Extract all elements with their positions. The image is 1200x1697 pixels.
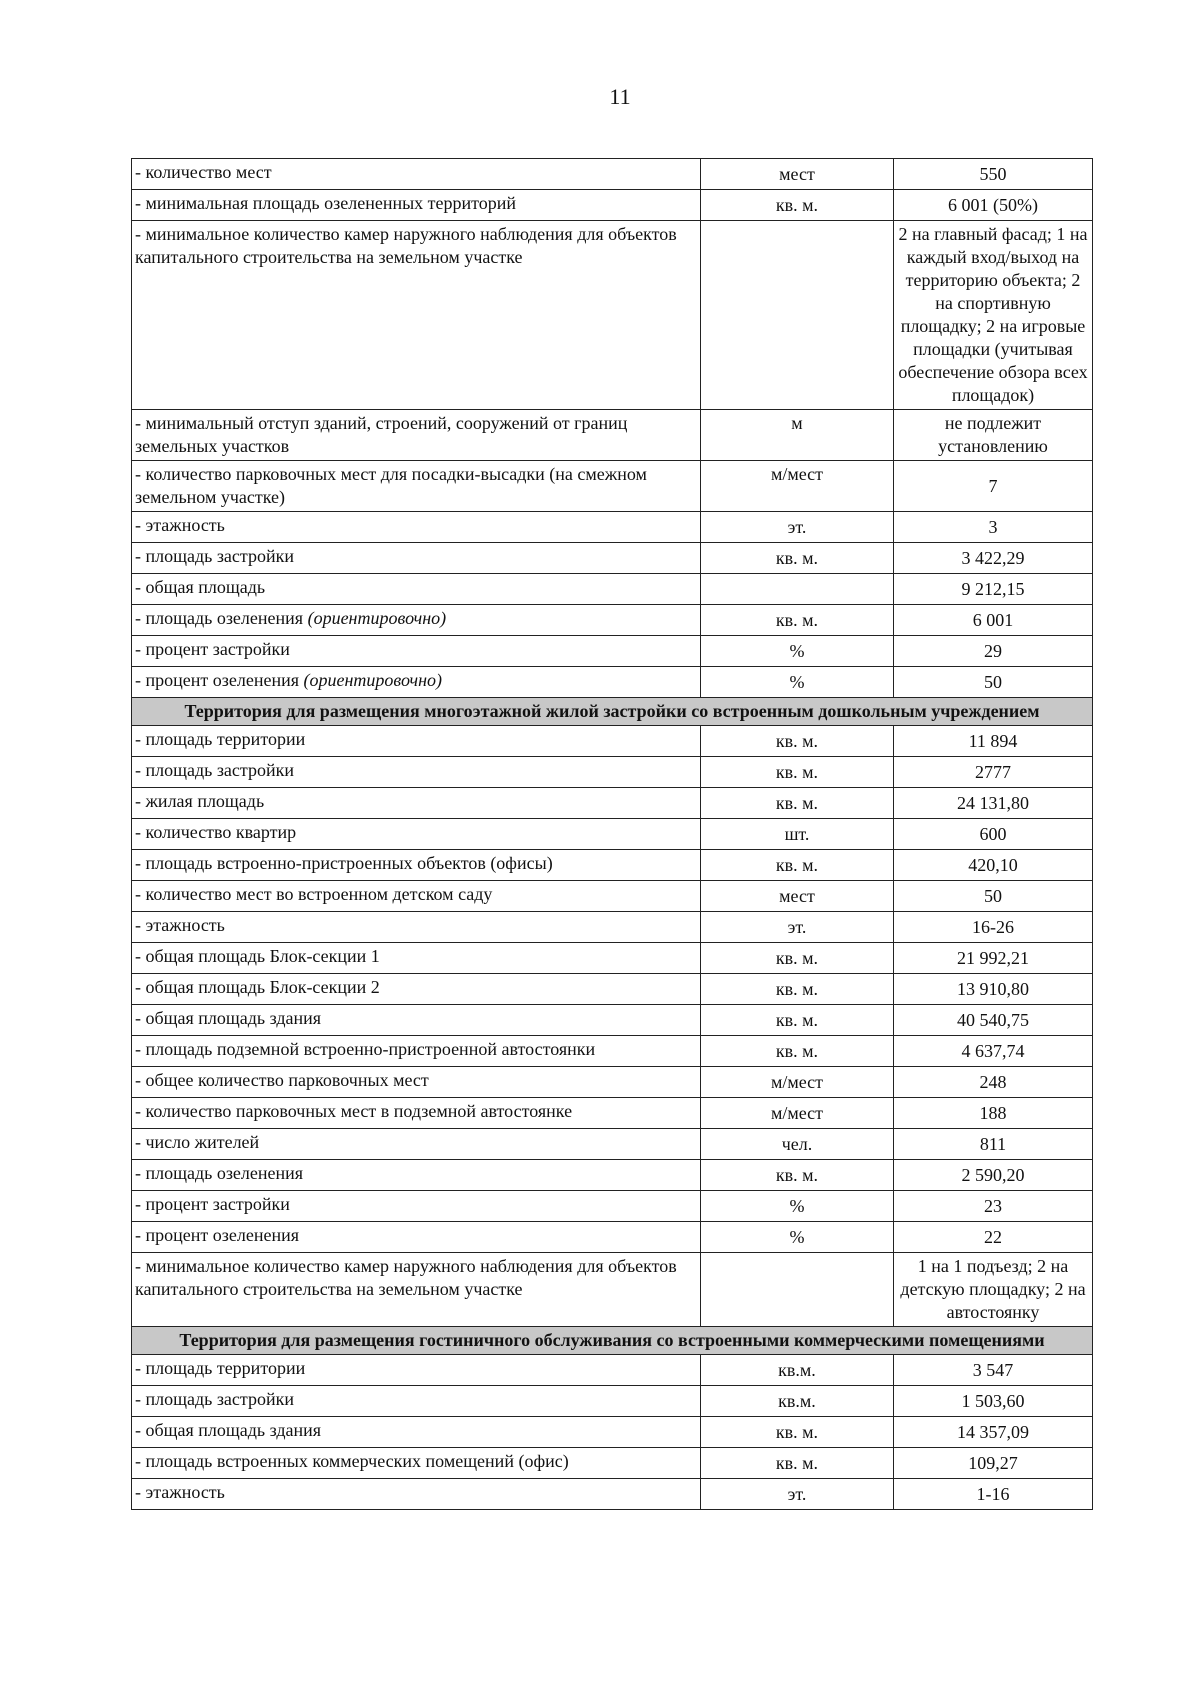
param-name: - минимальное количество камер наружного наблюдения для объектов капитального строительства на земельном участке	[132, 1253, 701, 1327]
param-name: - общая площадь здания	[132, 1417, 701, 1448]
param-value: 23	[894, 1191, 1093, 1222]
param-value: 3 422,29	[894, 543, 1093, 574]
table-row	[132, 1129, 1093, 1160]
param-name: - количество мест	[132, 159, 701, 190]
table-row	[132, 605, 1093, 636]
section-title: Территория для размещения гостиничного обслуживания со встроенными коммерческими помещениями	[132, 1327, 1093, 1355]
table-row	[132, 636, 1093, 667]
table-row	[132, 1067, 1093, 1098]
table-row	[132, 819, 1093, 850]
param-unit: %	[701, 1191, 894, 1222]
param-name-text: - процент озеленения	[135, 670, 304, 690]
table-row	[132, 461, 1093, 512]
param-value: 4 637,74	[894, 1036, 1093, 1067]
table-row	[132, 881, 1093, 912]
param-value: 1 на 1 подъезд; 2 на детскую площадку; 2 на автостоянку	[894, 1253, 1093, 1327]
param-unit: кв.м.	[701, 1355, 894, 1386]
section-header-row	[132, 1327, 1093, 1355]
table-row	[132, 1191, 1093, 1222]
param-unit: кв. м.	[701, 757, 894, 788]
param-name: - площадь подземной встроенно-пристроенной автостоянки	[132, 1036, 701, 1067]
param-unit: шт.	[701, 819, 894, 850]
param-name: - общая площадь	[132, 574, 701, 605]
param-unit: чел.	[701, 1129, 894, 1160]
param-unit: %	[701, 667, 894, 698]
param-name-text: - площадь озеленения	[135, 608, 308, 628]
param-name: - площадь застройки	[132, 543, 701, 574]
table-row	[132, 1036, 1093, 1067]
parameters-table	[131, 158, 1093, 1510]
table-row	[132, 757, 1093, 788]
page-number: 11	[609, 84, 631, 109]
table-row	[132, 1479, 1093, 1510]
table-row	[132, 850, 1093, 881]
param-unit: кв. м.	[701, 190, 894, 221]
param-name: - площадь территории	[132, 726, 701, 757]
param-unit: кв. м.	[701, 1160, 894, 1191]
param-unit: кв. м.	[701, 943, 894, 974]
param-unit: кв. м.	[701, 726, 894, 757]
param-unit	[701, 221, 894, 410]
param-name: - процент озеленения	[132, 1222, 701, 1253]
param-value: 29	[894, 636, 1093, 667]
table-row	[132, 788, 1093, 819]
section-header-row	[132, 698, 1093, 726]
param-unit: кв. м.	[701, 1005, 894, 1036]
param-value: 6 001	[894, 605, 1093, 636]
param-value: 40 540,75	[894, 1005, 1093, 1036]
param-value: 2777	[894, 757, 1093, 788]
param-name: - общая площадь Блок-секции 2	[132, 974, 701, 1005]
param-unit: кв. м.	[701, 1036, 894, 1067]
param-unit: эт.	[701, 1479, 894, 1510]
param-name: - минимальное количество камер наружного наблюдения для объектов капитального строительства на земельном участке	[132, 221, 701, 410]
param-value: 16-26	[894, 912, 1093, 943]
param-unit: эт.	[701, 912, 894, 943]
param-name	[132, 636, 701, 667]
param-value: 600	[894, 819, 1093, 850]
param-name: - общая площадь здания	[132, 1005, 701, 1036]
param-name: - этажность	[132, 512, 701, 543]
param-value: 22	[894, 1222, 1093, 1253]
table-row	[132, 1448, 1093, 1479]
section-title: Территория для размещения многоэтажной жилой застройки со встроенным дошкольным учреждением	[132, 698, 1093, 726]
param-unit: кв. м.	[701, 788, 894, 819]
table-row	[132, 1160, 1093, 1191]
param-value: 6 001 (50%)	[894, 190, 1093, 221]
param-name: - количество квартир	[132, 819, 701, 850]
param-name: - этажность	[132, 912, 701, 943]
table-row	[132, 574, 1093, 605]
param-value: 9 212,15	[894, 574, 1093, 605]
param-value: 11 894	[894, 726, 1093, 757]
param-unit: кв. м.	[701, 1417, 894, 1448]
param-unit: эт.	[701, 512, 894, 543]
table-row	[132, 943, 1093, 974]
param-name: - количество мест во встроенном детском саду	[132, 881, 701, 912]
param-unit: мест	[701, 881, 894, 912]
param-name: - площадь встроенно-пристроенных объектов (офисы)	[132, 850, 701, 881]
param-name-note: (ориентировочно)	[307, 608, 447, 628]
param-unit: кв. м.	[701, 850, 894, 881]
param-unit: м/мест	[701, 1067, 894, 1098]
param-unit: кв. м.	[701, 974, 894, 1005]
param-unit	[701, 574, 894, 605]
param-name	[132, 605, 701, 636]
param-unit: %	[701, 1222, 894, 1253]
param-name: - минимальная площадь озелененных территорий	[132, 190, 701, 221]
param-name: - площадь территории	[132, 1355, 701, 1386]
param-name: - число жителей	[132, 1129, 701, 1160]
param-unit: м/мест	[701, 461, 894, 512]
param-unit: м	[701, 410, 894, 461]
table-row	[132, 974, 1093, 1005]
table-row	[132, 1005, 1093, 1036]
param-unit	[701, 1253, 894, 1327]
table-row	[132, 1098, 1093, 1129]
table-row	[132, 512, 1093, 543]
param-value: 1-16	[894, 1479, 1093, 1510]
table-row	[132, 1386, 1093, 1417]
table-row	[132, 912, 1093, 943]
param-name: - площадь застройки	[132, 1386, 701, 1417]
param-value: 13 910,80	[894, 974, 1093, 1005]
param-name	[132, 667, 701, 698]
param-name-note: (ориентировочно)	[303, 670, 443, 690]
table-row	[132, 726, 1093, 757]
param-name: - жилая площадь	[132, 788, 701, 819]
param-value: 7	[894, 461, 1093, 512]
param-unit: кв. м.	[701, 605, 894, 636]
param-name: - площадь озеленения	[132, 1160, 701, 1191]
param-name-text: - процент застройки	[135, 639, 290, 659]
table-row	[132, 190, 1093, 221]
param-unit: %	[701, 636, 894, 667]
param-unit: кв. м.	[701, 1448, 894, 1479]
param-unit: м/мест	[701, 1098, 894, 1129]
param-name: - общая площадь Блок-секции 1	[132, 943, 701, 974]
param-name: - общее количество парковочных мест	[132, 1067, 701, 1098]
param-name: - площадь застройки	[132, 757, 701, 788]
table-row	[132, 221, 1093, 410]
param-unit: кв.м.	[701, 1386, 894, 1417]
table-row	[132, 1355, 1093, 1386]
param-unit: кв. м.	[701, 543, 894, 574]
param-name: - количество парковочных мест в подземной автостоянке	[132, 1098, 701, 1129]
param-name: - площадь встроенных коммерческих помещений (офис)	[132, 1448, 701, 1479]
table-row	[132, 1417, 1093, 1448]
param-value: 550	[894, 159, 1093, 190]
param-name: - количество парковочных мест для посадки-высадки (на смежном земельном участке)	[132, 461, 701, 512]
param-value: 14 357,09	[894, 1417, 1093, 1448]
param-value: 248	[894, 1067, 1093, 1098]
param-value: 24 131,80	[894, 788, 1093, 819]
param-value: 420,10	[894, 850, 1093, 881]
table-row	[132, 1222, 1093, 1253]
param-value: 811	[894, 1129, 1093, 1160]
table-row	[132, 159, 1093, 190]
param-value: 2 590,20	[894, 1160, 1093, 1191]
param-value: не подлежит установлению	[894, 410, 1093, 461]
param-value: 50	[894, 881, 1093, 912]
param-value: 3	[894, 512, 1093, 543]
param-value: 188	[894, 1098, 1093, 1129]
param-value: 2 на главный фасад; 1 на каждый вход/выход на территорию объекта; 2 на спортивную площадку; 2 на игровые площадки (учитывая обеспечение обзора всех площадок)	[894, 221, 1093, 410]
param-value: 1 503,60	[894, 1386, 1093, 1417]
param-value: 21 992,21	[894, 943, 1093, 974]
table-row	[132, 667, 1093, 698]
param-name: - минимальный отступ зданий, строений, сооружений от границ земельных участков	[132, 410, 701, 461]
table-row	[132, 1253, 1093, 1327]
param-value: 50	[894, 667, 1093, 698]
table-row	[132, 543, 1093, 574]
param-name: - этажность	[132, 1479, 701, 1510]
param-name: - процент застройки	[132, 1191, 701, 1222]
param-value: 3 547	[894, 1355, 1093, 1386]
param-unit: мест	[701, 159, 894, 190]
table-row	[132, 410, 1093, 461]
param-value: 109,27	[894, 1448, 1093, 1479]
